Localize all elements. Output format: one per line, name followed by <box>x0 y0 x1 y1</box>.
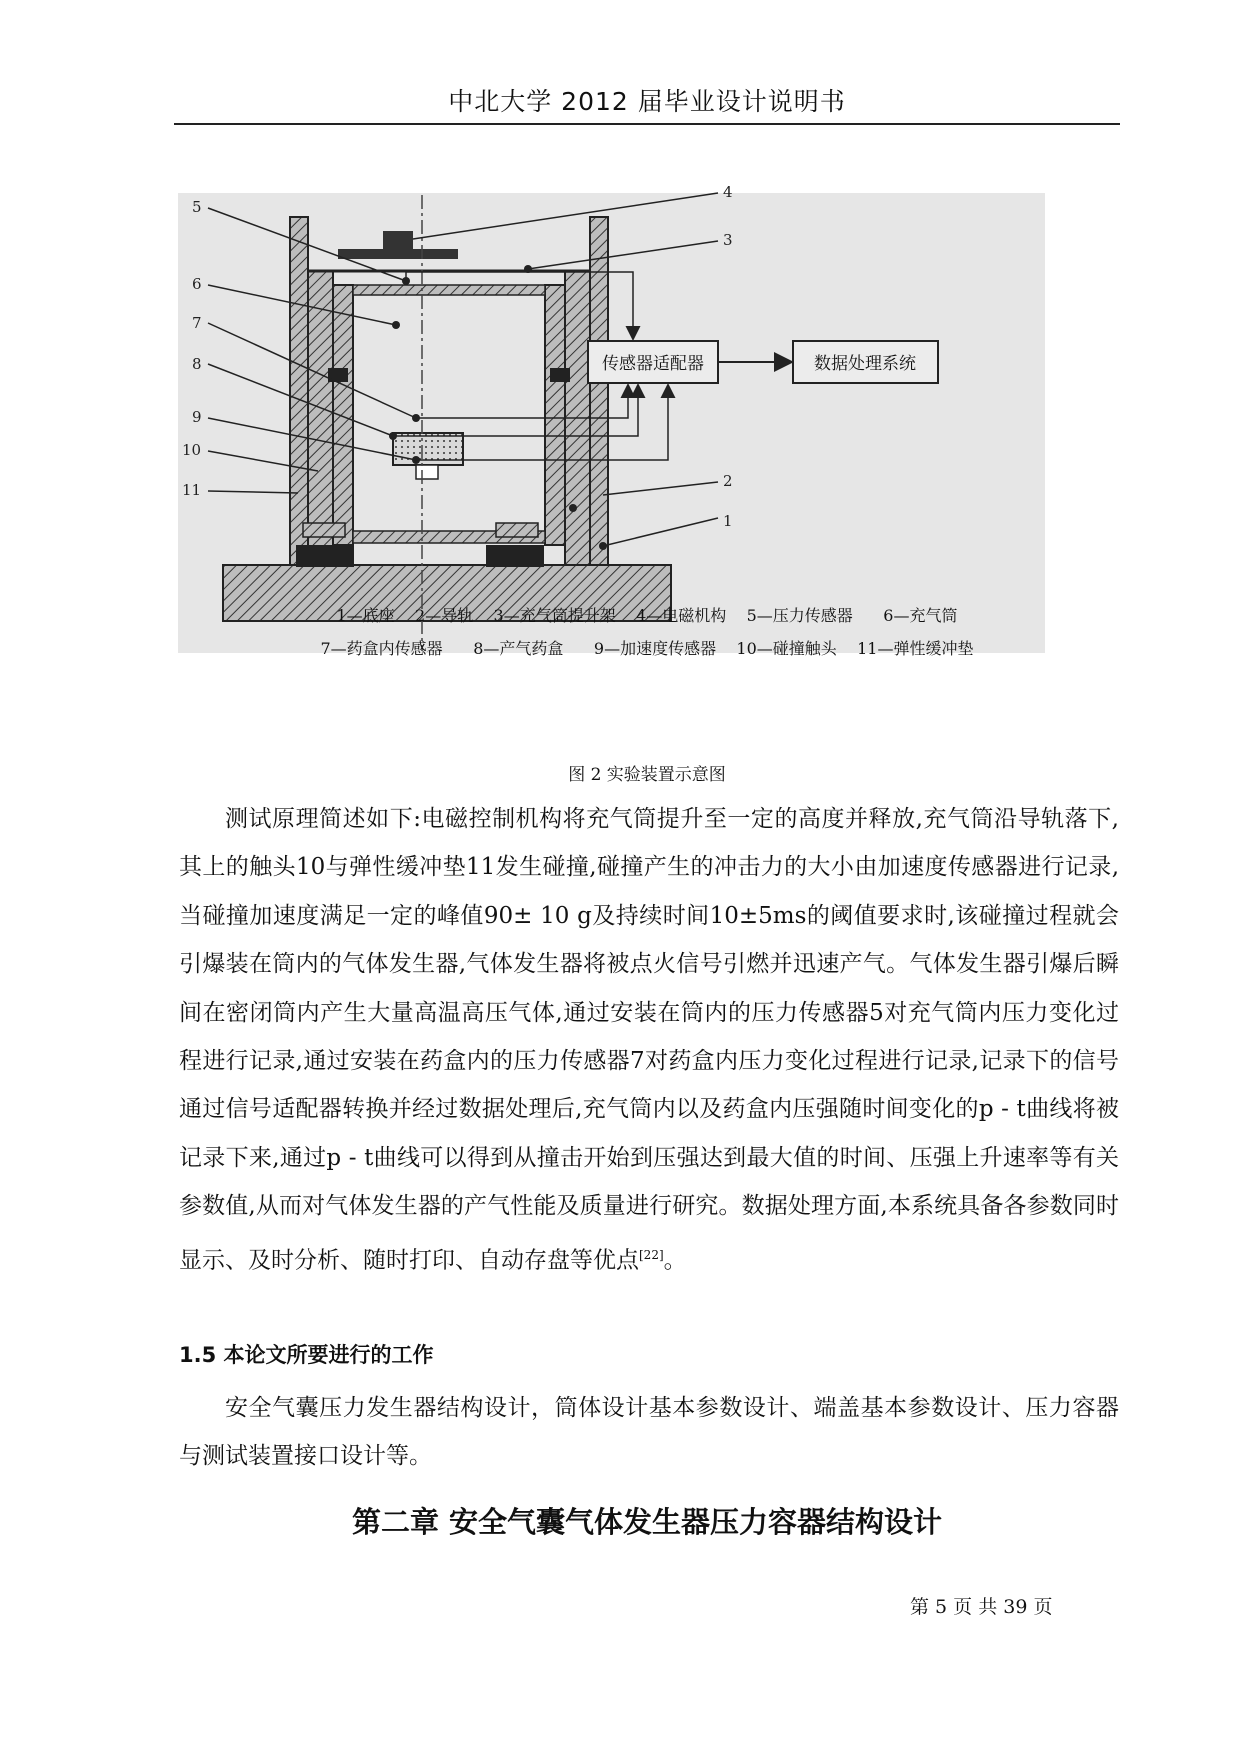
cylinder-right-wall <box>545 285 565 545</box>
figure-legend-line-1: 1—底座 2—导轨 3—充气筒提升架 4—电磁机构 5—压力传感器 6—充气筒 <box>336 606 958 625</box>
figure-caption: 图 2 实验装置示意图 <box>568 765 726 785</box>
callout-4: 4 <box>723 183 733 201</box>
paragraph-2-text: 安全气囊压力发生器结构设计，筒体设计基本参数设计、端盖基本参数设计、压力容器与测试装置接口设计等。 <box>179 1395 1119 1470</box>
callout-8: 8 <box>192 355 202 373</box>
body-paragraph-1 <box>179 795 1119 1285</box>
callout-11: 11 <box>182 481 202 499</box>
magnet-top <box>383 231 413 249</box>
magnet-plate <box>338 249 458 259</box>
callout-7: 7 <box>192 314 202 332</box>
callout-6: 6 <box>192 275 202 293</box>
paragraph-1-text: 测试原理简述如下:电磁控制机构将充气筒提升至一定的高度并释放,充气筒沿导轨落下,其上的触头10与弹性缓冲垫11发生碰撞,碰撞产生的冲击力的大小由加速度传感器进行记录,当碰撞加速度满足一定的峰值90± 10 g及持续时间10±5ms的阈值要求时,该碰撞过程就会引爆装在筒内的气体发生器,气体发生器将被点火信号引燃并迅速产气。气体发生器引爆后瞬间在密闭筒内产生大量高温高压气体,通过安装在筒内的压力传感器5对充气筒内压力变化过程进行记录,通过安装在药盒内的压力传感器7对药盒内压力变化过程进行记录,记录下的信号通过信号适配器转换并经过数据处理后,充气筒内以及药盒内压强随时间变化的p - t曲线将被记录下来,通过p - t曲线可以得到从撞击开始到压强达到最大值的时间、压强上升速率等有关参数值,从而对气体发生器的产气性能及质量进行研究。数据处理方面,本系统具备各参数同时显示、及时分析、随时打印、自动存盘等优点 <box>179 806 1119 1274</box>
section-heading: 1.5 本论文所要进行的工作 <box>179 1343 434 1367</box>
apparatus-diagram <box>178 183 1045 653</box>
cylinder-left-wall <box>333 285 353 545</box>
header-rule <box>174 123 1120 125</box>
left-cushion <box>296 545 354 567</box>
apparatus-figure <box>178 183 1045 653</box>
figure-legend-line-2: 7—药盒内传感器 8—产气药盒 9—加速度传感器 10—碰撞触头 11—弹性缓冲垫 <box>320 639 974 658</box>
callout-3: 3 <box>723 231 733 249</box>
callout-1: 1 <box>723 512 733 530</box>
right-rail <box>590 217 608 565</box>
callout-9: 9 <box>192 408 202 426</box>
paragraph-1-end: 。 <box>663 1247 687 1274</box>
callout-5: 5 <box>192 198 202 216</box>
callout-10: 10 <box>182 441 202 459</box>
citation-ref: [22] <box>639 1247 664 1262</box>
callout-2: 2 <box>723 472 733 490</box>
left-lift-frame <box>308 271 333 565</box>
page-number: 第 5 页 共 39 页 <box>910 1596 1053 1618</box>
chapter-title: 第二章 安全气囊气体发生器压力容器结构设计 <box>351 1505 943 1539</box>
page-header: 中北大学 2012 届毕业设计说明书 <box>448 87 846 116</box>
right-cushion <box>486 545 544 567</box>
body-paragraph-2 <box>179 1384 1119 1481</box>
left-rail <box>290 217 308 565</box>
sensor-adapter-label: 传感器适配器 <box>602 354 704 374</box>
data-processing-label: 数据处理系统 <box>814 354 916 374</box>
